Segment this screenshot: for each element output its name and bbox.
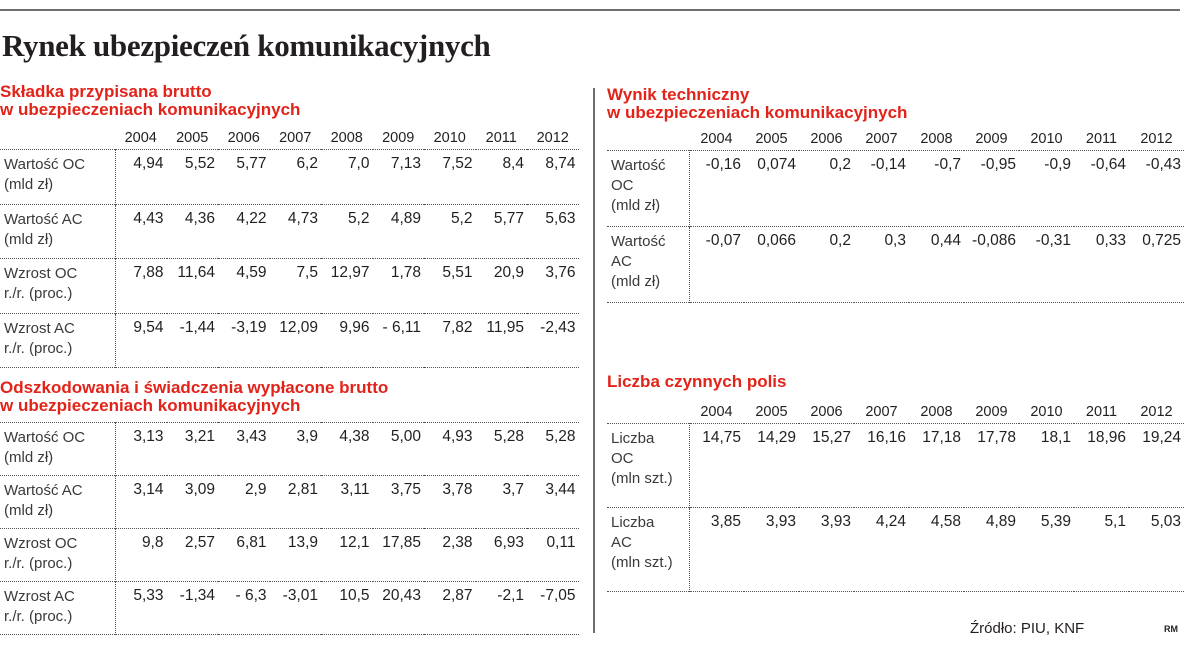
panel-title xyxy=(0,83,300,119)
header-row xyxy=(607,401,1184,424)
panel-title-line: Składka przypisana brutto xyxy=(0,82,212,101)
value-cell: 7,52 xyxy=(442,155,473,172)
value-cell: 0,2 xyxy=(829,232,851,249)
year-header: 2006 xyxy=(810,404,843,420)
year-header: 2004 xyxy=(700,404,733,420)
value-cell: 0,074 xyxy=(757,156,796,173)
value-cell: -0,64 xyxy=(1090,156,1126,173)
table-row xyxy=(0,423,579,476)
panel-title xyxy=(607,86,907,122)
table-row xyxy=(0,150,579,205)
value-cell: 19,24 xyxy=(1142,429,1181,446)
panel-title-line: Odszkodowania i świadczenia wypłacone brutto xyxy=(0,378,389,397)
value-cell: 3,76 xyxy=(545,264,576,281)
value-cell: 3,7 xyxy=(502,481,524,498)
row-label-line: Wartość xyxy=(611,157,666,174)
value-cell: - 6,11 xyxy=(382,318,421,336)
year-header: 2012 xyxy=(1140,131,1173,147)
value-cell: 3,21 xyxy=(184,428,215,445)
year-header: 2006 xyxy=(227,130,260,146)
value-cell: 0,33 xyxy=(1095,232,1126,249)
year-header: 2009 xyxy=(975,131,1008,147)
row-label-line: Liczba xyxy=(611,514,655,531)
row-label xyxy=(607,424,689,508)
row-label-line: Liczba xyxy=(611,430,655,447)
value-cell: 14,29 xyxy=(757,429,796,446)
value-cell: 9,54 xyxy=(115,313,167,368)
row-label-line: AC xyxy=(611,253,632,270)
value-cell: -0,14 xyxy=(870,156,906,173)
value-cell: -0,9 xyxy=(1044,156,1071,173)
value-cell: 3,78 xyxy=(442,481,473,498)
value-cell: 2,38 xyxy=(442,534,473,551)
row-label-line: (mld zł) xyxy=(611,197,661,214)
value-cell: 3,85 xyxy=(689,508,744,592)
row-label xyxy=(607,508,689,592)
row-label xyxy=(0,423,115,476)
value-cell: 12,09 xyxy=(279,318,318,336)
row-label-line: (mld zł) xyxy=(4,230,54,248)
row-label xyxy=(0,259,115,314)
year-header: 2007 xyxy=(865,131,898,147)
value-cell: 20,9 xyxy=(493,264,524,281)
value-cell: 5,2 xyxy=(450,209,473,227)
value-cell: 12,1 xyxy=(339,534,370,551)
row-label-line: OC xyxy=(611,177,634,194)
row-label-line: (mld zł) xyxy=(4,176,54,193)
table-row xyxy=(607,227,1184,303)
value-cell: 4,24 xyxy=(875,513,906,530)
value-cell: 12,97 xyxy=(330,264,370,281)
value-cell: 3,75 xyxy=(390,481,421,498)
year-header: 2010 xyxy=(1030,131,1063,147)
value-cell: 7,0 xyxy=(347,155,370,172)
value-cell: 14,75 xyxy=(689,424,744,508)
year-header: 2011 xyxy=(1085,404,1118,420)
value-cell: 4,38 xyxy=(339,428,370,445)
value-cell: 4,73 xyxy=(287,209,318,227)
value-cell: 3,14 xyxy=(115,476,167,529)
value-cell: -0,07 xyxy=(689,227,744,303)
panel-title-line: w ubezpieczeniach komunikacyjnych xyxy=(607,103,908,122)
value-cell: 17,18 xyxy=(922,429,961,446)
year-header: 2011 xyxy=(1085,131,1118,147)
value-cell: 2,57 xyxy=(184,534,215,551)
value-cell: -0,31 xyxy=(1035,232,1071,249)
value-cell: 4,22 xyxy=(236,209,267,227)
value-cell: -3,01 xyxy=(282,587,318,604)
row-label xyxy=(0,204,115,259)
data-table xyxy=(607,128,1184,303)
row-label-line: OC xyxy=(611,450,634,467)
year-header: 2012 xyxy=(1140,404,1173,420)
row-label-line: Wzrost OC xyxy=(4,535,78,552)
value-cell: 9,8 xyxy=(115,529,167,582)
value-cell: 17,78 xyxy=(977,429,1016,446)
value-cell: -0,7 xyxy=(934,156,961,173)
year-header: 2007 xyxy=(279,130,312,146)
value-cell: 3,11 xyxy=(340,481,370,498)
year-header: 2005 xyxy=(176,130,209,146)
value-cell: 18,1 xyxy=(1040,429,1071,446)
year-header: 2008 xyxy=(920,404,953,420)
value-cell: 3,43 xyxy=(236,428,267,445)
value-cell: -0,95 xyxy=(980,156,1016,173)
row-label xyxy=(607,227,689,303)
panel-title-line: w ubezpieczeniach komunikacyjnych xyxy=(0,396,301,415)
panel-title xyxy=(0,379,388,415)
year-header: 2007 xyxy=(865,404,898,420)
value-cell: 2,9 xyxy=(244,481,267,498)
value-cell: 3,9 xyxy=(296,428,318,445)
value-cell: 4,89 xyxy=(985,513,1016,530)
year-header: 2004 xyxy=(700,131,733,147)
row-label-line: Wzrost OC xyxy=(4,265,78,282)
row-label xyxy=(0,150,115,205)
value-cell: 4,89 xyxy=(390,209,421,227)
value-cell: 5,51 xyxy=(442,264,473,281)
data-table xyxy=(0,422,579,635)
value-cell: 0,44 xyxy=(930,232,961,249)
value-cell: 7,13 xyxy=(390,155,421,172)
value-cell: 5,2 xyxy=(347,209,370,227)
header-spacer xyxy=(607,128,689,151)
value-cell: 0,11 xyxy=(546,534,576,551)
value-cell: -3,19 xyxy=(231,318,267,336)
value-cell: -2,1 xyxy=(497,587,524,604)
panel-title xyxy=(607,373,787,391)
year-header: 2009 xyxy=(382,130,415,146)
data-table xyxy=(607,401,1184,592)
row-label-line: r./r. (proc.) xyxy=(4,339,73,357)
value-cell: 4,58 xyxy=(930,513,961,530)
value-cell: -7,05 xyxy=(540,587,576,604)
value-cell: 11,64 xyxy=(177,264,215,281)
table-row xyxy=(0,529,579,582)
value-cell: 8,4 xyxy=(502,155,524,172)
value-cell: 8,74 xyxy=(545,155,576,172)
value-cell: 4,36 xyxy=(184,209,215,227)
row-label xyxy=(0,529,115,582)
value-cell: 15,27 xyxy=(812,429,851,446)
row-label-line: Wartość xyxy=(611,233,666,250)
table-row xyxy=(0,204,579,259)
row-label-line: (mld zł) xyxy=(4,502,54,519)
row-label-line: AC xyxy=(611,534,632,551)
row-label xyxy=(0,476,115,529)
value-cell: 0,725 xyxy=(1142,232,1181,249)
value-cell: 6,81 xyxy=(236,534,267,551)
table-row xyxy=(607,508,1184,592)
header-spacer xyxy=(607,401,689,424)
value-cell: 5,77 xyxy=(236,155,267,172)
row-label-line: r./r. (proc.) xyxy=(4,285,73,302)
header-row xyxy=(0,127,579,150)
row-label-line: Wartość AC xyxy=(4,482,83,499)
table-row xyxy=(607,424,1184,508)
year-header: 2006 xyxy=(810,131,843,147)
panel-title-line: Liczba czynnych polis xyxy=(607,372,787,391)
value-cell: -2,43 xyxy=(540,318,576,336)
value-cell: 4,43 xyxy=(115,204,167,259)
column-divider xyxy=(593,88,595,633)
panel-title-line: w ubezpieczeniach komunikacyjnych xyxy=(0,100,301,119)
value-cell: 6,2 xyxy=(296,155,318,172)
row-label-line: (mln szt.) xyxy=(611,554,673,571)
value-cell: 3,09 xyxy=(184,481,215,498)
value-cell: 5,63 xyxy=(545,209,576,227)
year-header: 2009 xyxy=(975,404,1008,420)
row-label xyxy=(0,582,115,635)
row-label-line: Wartość OC xyxy=(4,429,86,446)
year-header: 2012 xyxy=(536,130,569,146)
value-cell: 1,78 xyxy=(390,264,421,281)
year-header: 2005 xyxy=(755,131,788,147)
value-cell: 0,066 xyxy=(757,232,796,249)
value-cell: 3,44 xyxy=(545,481,576,498)
page-title: Rynek ubezpieczeń komunikacyjnych xyxy=(2,28,491,63)
row-label-line: r./r. (proc.) xyxy=(4,555,73,572)
value-cell: 5,77 xyxy=(493,209,524,227)
year-header: 2011 xyxy=(485,130,517,146)
table-row xyxy=(0,476,579,529)
data-table xyxy=(0,127,579,368)
value-cell: 7,5 xyxy=(296,264,318,281)
row-label-line: Wzrost AC xyxy=(4,588,75,605)
row-label-line: (mld zł) xyxy=(611,273,661,290)
table-row xyxy=(0,313,579,368)
year-header: 2008 xyxy=(330,130,363,146)
value-cell: 4,94 xyxy=(115,150,167,205)
value-cell: 11,95 xyxy=(486,318,524,336)
row-label-line: (mld zł) xyxy=(4,449,54,466)
value-cell: 10,5 xyxy=(339,587,370,604)
value-cell: - 6,3 xyxy=(235,587,267,604)
source-note: Źródło: PIU, KNF xyxy=(970,620,1085,637)
value-cell: 5,39 xyxy=(1040,513,1071,530)
row-label-line: (mln szt.) xyxy=(611,470,673,487)
year-header: 2008 xyxy=(920,131,953,147)
author-signature: RM xyxy=(1164,624,1178,634)
value-cell: 3,93 xyxy=(820,513,851,530)
row-label xyxy=(607,151,689,227)
value-cell: 16,16 xyxy=(867,429,906,446)
value-cell: -1,34 xyxy=(179,587,215,604)
value-cell: -0,086 xyxy=(972,232,1016,249)
value-cell: 4,93 xyxy=(442,428,473,445)
value-cell: 20,43 xyxy=(382,587,421,604)
year-header: 2010 xyxy=(1030,404,1063,420)
panel-title-line: Wynik techniczny xyxy=(607,85,750,104)
value-cell: 5,33 xyxy=(115,582,167,635)
value-cell: 13,9 xyxy=(287,534,318,551)
year-header: 2010 xyxy=(433,130,466,146)
value-cell: 5,28 xyxy=(545,428,576,445)
value-cell: 0,3 xyxy=(884,232,906,249)
table-row xyxy=(607,151,1184,227)
row-label-line: r./r. (proc.) xyxy=(4,608,73,625)
value-cell: 18,96 xyxy=(1087,429,1126,446)
value-cell: 6,93 xyxy=(493,534,524,551)
value-cell: 3,93 xyxy=(765,513,796,530)
header-row xyxy=(607,128,1184,151)
value-cell: 2,87 xyxy=(442,587,473,604)
value-cell: 5,52 xyxy=(184,155,215,172)
value-cell: 4,59 xyxy=(236,264,267,281)
table-row xyxy=(0,582,579,635)
value-cell: 0,2 xyxy=(829,156,851,173)
year-header: 2005 xyxy=(755,404,788,420)
value-cell: 17,85 xyxy=(382,534,421,551)
row-label-line: Wzrost AC xyxy=(4,319,75,337)
row-label-line: Wartość OC xyxy=(4,156,86,173)
value-cell: -0,16 xyxy=(689,151,744,227)
value-cell: 5,1 xyxy=(1104,513,1126,530)
table-row xyxy=(0,259,579,314)
value-cell: 2,81 xyxy=(287,481,318,498)
value-cell: 7,88 xyxy=(115,259,167,314)
value-cell: -0,43 xyxy=(1145,156,1181,173)
value-cell: 5,03 xyxy=(1150,513,1181,530)
row-label-line: Wartość AC xyxy=(4,210,83,228)
year-header: 2004 xyxy=(124,130,157,146)
value-cell: 5,00 xyxy=(390,428,421,445)
value-cell: 9,96 xyxy=(339,318,370,336)
header-spacer xyxy=(0,127,115,150)
value-cell: -1,44 xyxy=(179,318,215,336)
value-cell: 5,28 xyxy=(493,428,524,445)
top-rule xyxy=(0,9,1180,11)
value-cell: 7,82 xyxy=(442,318,473,336)
value-cell: 3,13 xyxy=(115,423,167,476)
row-label xyxy=(0,313,115,368)
